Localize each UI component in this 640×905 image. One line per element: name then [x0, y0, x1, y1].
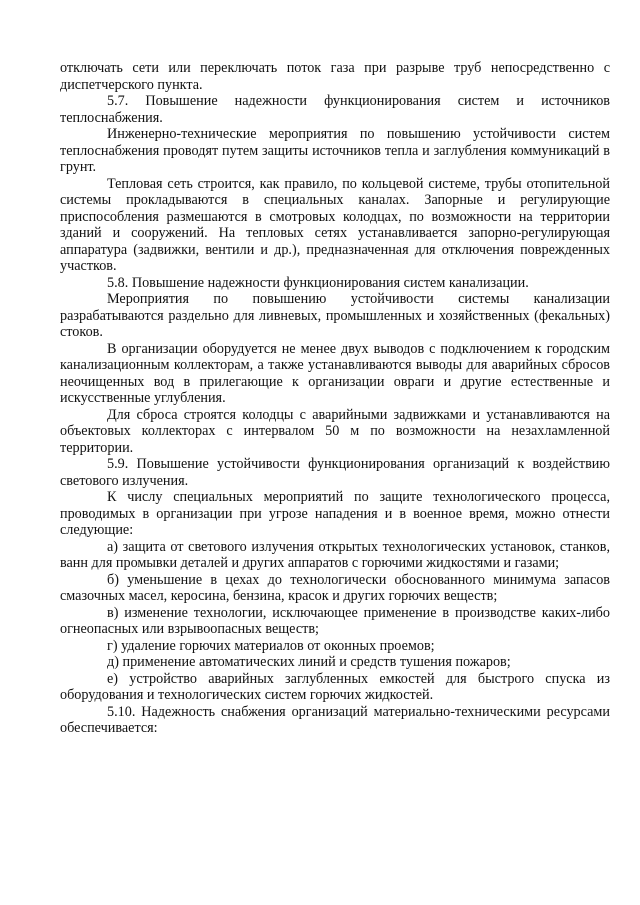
section-heading-5-8: 5.8. Повышение надежности функционирования систем канализации.: [107, 274, 529, 291]
list-item-d: д) применение автоматических линий и средств тушения пожаров;: [107, 654, 511, 670]
list-item-e: е) устройство аварийных заглубленных емкостей для быстрого спуска из оборудования и технологических систем горючих жидкостей.: [60, 670, 610, 703]
paragraph: К числу специальных мероприятий по защите технологического процесса, проводимых в организации при угрозе нападения и в военное время, можно отнести следующие:: [60, 489, 610, 538]
section-heading-5-10: 5.10. Надежность снабжения организаций материально-техническими ресурсами обеспечивается:: [60, 703, 610, 736]
paragraph: В организации оборудуется не менее двух выводов с подключением к городским канализационным коллекторам, а также устанавливаются выводы для аварийных сбросов неочищенных вод в прилегающие к организации овраги и другие естественные и искусственные углубления.: [60, 340, 610, 406]
paragraph: Для сброса строятся колодцы с аварийными задвижками и устанавливаются на объектовых коллекторах с интервалом 50 м по возможности на незахламленной территории.: [60, 406, 610, 456]
paragraph: Тепловая сеть строится, как правило, по кольцевой системе, трубы отопительной системы прокладываются в специальных каналах. Запорные и регулирующие приспособления размешаются в смотровых колодцах, по возможности на территории зданий и сооружений. На тепловых сетях устанавливается запорно-регулирующая аппаратура (задвижки, вентили и др.), предназначенная для отключения поврежденных участков.: [60, 175, 610, 274]
list-item-a: а) защита от светового излучения открытых технологических установок, станков, ванн для промывки деталей и других аппаратов с горючими жидкостями и газами;: [60, 538, 610, 571]
list-item-g: г) удаление горючих материалов от оконных проемов;: [107, 637, 435, 654]
document-page: [60, 60, 610, 737]
list-item-v: в) изменение технологии, исключающее применение в производстве каких-либо огнеопасных или взрывоопасных веществ;: [60, 604, 610, 637]
list-item-b: б) уменьшение в цехах до технологически обоснованного минимума запасов смазочных масел, керосина, бензина, красок и других горючих веществ;: [60, 571, 610, 604]
section-heading-5-9: 5.9. Повышение устойчивости функционирования организаций к воздействию светового излучения.: [60, 456, 610, 489]
section-heading-5-7: 5.7. Повышение надежности функционирования систем и источников теплоснабжения.: [60, 93, 610, 126]
paragraph: Инженерно-технические мероприятия по повышению устойчивости систем теплоснабжения проводят путем защиты источников тепла и заглубления коммуникаций в грунт.: [60, 126, 610, 175]
paragraph: Мероприятия по повышению устойчивости системы канализации разрабатываются раздельно для ливневых, промышленных и хозяйственных (фекальных) стоков.: [60, 291, 610, 340]
paragraph-continuation: отключать сети или переключать поток газа при разрыве труб непосредственно с диспетчерского пункта.: [60, 60, 610, 93]
